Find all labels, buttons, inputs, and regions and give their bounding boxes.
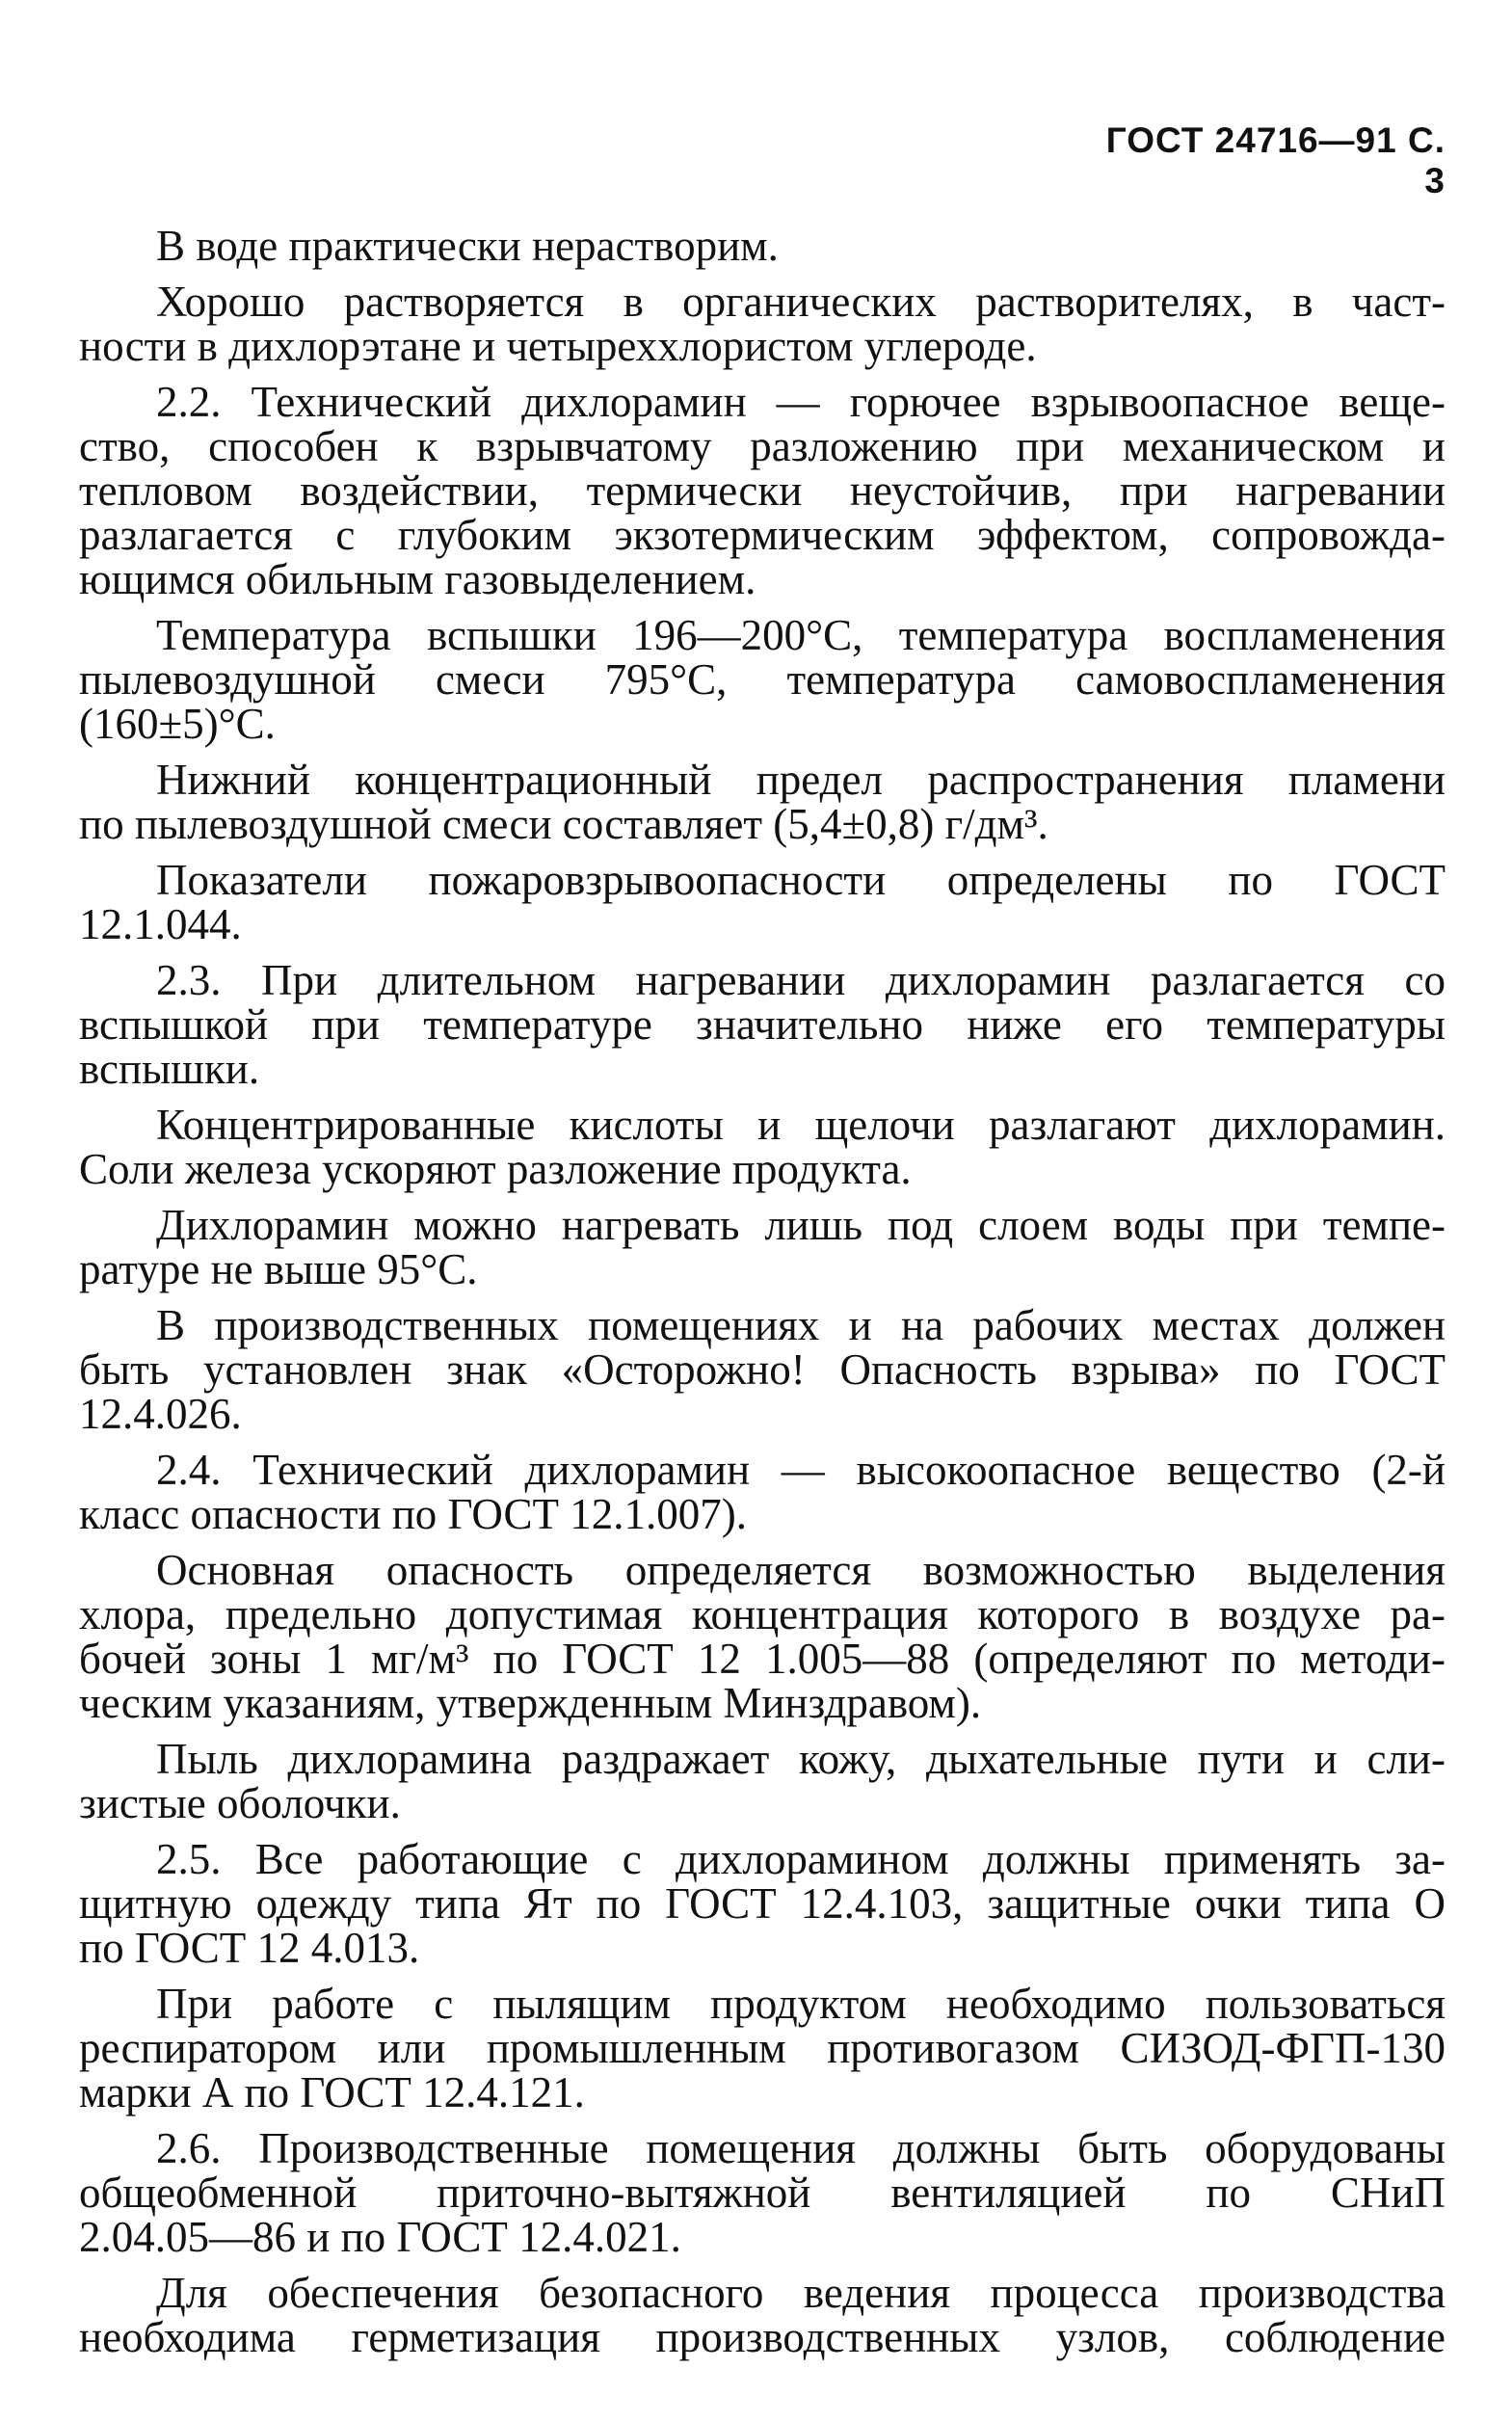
- paragraph: [79, 380, 1446, 601]
- text-line: Показатели пожаровзрывоопасности определены по ГОСТ: [156, 856, 1446, 904]
- paragraph: [79, 1548, 1446, 1725]
- text-line: Температура вспышки 196—200°С, температура воспламенения: [156, 611, 1446, 659]
- text-line: тепловом воздействии, термически неустойчив, при нагревании: [79, 466, 1446, 515]
- page-header: ГОСТ 24716—91 С. 3: [1105, 120, 1446, 200]
- paragraph: [79, 279, 1446, 368]
- paragraph: [79, 958, 1446, 1091]
- paragraph: [79, 858, 1446, 946]
- text-line: 2.3. При длительном нагревании дихлорамин разлагается со: [156, 956, 1446, 1004]
- text-line: по ГОСТ 12 4.013.: [79, 1924, 420, 1972]
- text-line: ратуре не выше 95°С.: [79, 1245, 478, 1293]
- text-line: ство, способен к взрывчатому разложению при механическом и: [79, 422, 1446, 470]
- text-line: вспышкой при температуре значительно ниже его температуры: [79, 1000, 1446, 1049]
- text-line: респиратором или промышленным противогазом СИЗОД-ФГП-130: [79, 2024, 1446, 2072]
- text-line: Нижний концентрационный предел распространения пламени: [156, 756, 1446, 804]
- text-line: пылевоздушной смеси 795°С, температура самовоспламенения: [79, 655, 1446, 704]
- text-line: 2.04.05—86 и по ГОСТ 12.4.021.: [79, 2213, 681, 2261]
- text-line: (160±5)°С.: [79, 700, 276, 748]
- text-line: ческим указаниям, утвержденным Минздравом).: [79, 1679, 982, 1727]
- paragraph: [79, 2271, 1446, 2359]
- text-line: ющимся обильным газовыделением.: [79, 555, 756, 603]
- text-line: ности в дихлорэтане и четыреххлористом углероде.: [79, 322, 1037, 370]
- text-line: Концентрированные кислоты и щелочи разлагают дихлорамин.: [156, 1101, 1446, 1149]
- paragraph: [79, 224, 1446, 268]
- text-line: зистые оболочки.: [79, 1779, 401, 1827]
- text-line: быть установлен знак «Осторожно! Опасность взрыва» по ГОСТ: [79, 1345, 1446, 1394]
- text-line: 12.4.026.: [79, 1390, 242, 1438]
- text-line: по пылевоздушной смеси составляет (5,4±0,8) г/дм³.: [79, 800, 1048, 848]
- text-line: 12.1.044.: [79, 900, 242, 948]
- paragraph: [79, 1303, 1446, 1436]
- text-line: Соли железа ускоряют разложение продукта.: [79, 1145, 912, 1193]
- text-line: Дихлорамин можно нагревать лишь под слоем воды при темпе-: [156, 1201, 1446, 1249]
- paragraph: [79, 1103, 1446, 1191]
- text-line: щитную одежду типа Ят по ГОСТ 12.4.103, защитные очки типа О: [79, 1879, 1446, 1928]
- text-line: В воде практически нерастворим.: [156, 222, 779, 270]
- text-line: бочей зоны 1 мг/м³ по ГОСТ 12 1.005—88 (определяют по методи-: [79, 1635, 1446, 1683]
- text-line: В производственных помещениях и на рабочих местах должен: [156, 1301, 1446, 1349]
- text-line: хлора, предельно допустимая концентрация которого в воздухе ра-: [79, 1590, 1446, 1638]
- paragraph: [79, 1203, 1446, 1291]
- paragraph: [79, 2126, 1446, 2259]
- text-line: общеобменной приточно-вытяжной вентиляцией по СНиП: [79, 2169, 1446, 2217]
- text-line: Хорошо растворяется в органических растворителях, в част-: [156, 278, 1446, 326]
- document-body: [79, 224, 1446, 2371]
- text-line: Для обеспечения безопасного ведения процесса производства: [156, 2269, 1446, 2317]
- paragraph: [79, 1982, 1446, 2115]
- text-line: Пыль дихлорамина раздражает кожу, дыхательные пути и сли-: [156, 1735, 1446, 1783]
- text-line: 2.5. Все работающие с дихлорамином должны применять за-: [156, 1835, 1446, 1883]
- text-line: марки А по ГОСТ 12.4.121.: [79, 2068, 585, 2116]
- text-line: вспышки.: [79, 1045, 260, 1093]
- text-line: класс опасности по ГОСТ 12.1.007).: [79, 1490, 747, 1538]
- paragraph: [79, 758, 1446, 846]
- text-line: разлагается с глубоким экзотермическим эффектом, сопровожда-: [79, 511, 1446, 559]
- text-line: Основная опасность определяется возможностью выделения: [156, 1546, 1446, 1594]
- paragraph: [79, 1737, 1446, 1825]
- text-line: 2.6. Производственные помещения должны быть оборудованы: [156, 2124, 1446, 2172]
- text-line: 2.4. Технический дихлорамин — высокоопасное вещество (2-й: [156, 1446, 1446, 1494]
- paragraph: [79, 1448, 1446, 1536]
- paragraph: [79, 613, 1446, 746]
- paragraph: [79, 1837, 1446, 1970]
- text-line: необходима герметизация производственных узлов, соблюдение: [79, 2313, 1446, 2361]
- text-line: При работе с пылящим продуктом необходимо пользоваться: [156, 1980, 1446, 2028]
- text-line: 2.2. Технический дихлорамин — горючее взрывоопасное веще-: [156, 378, 1446, 426]
